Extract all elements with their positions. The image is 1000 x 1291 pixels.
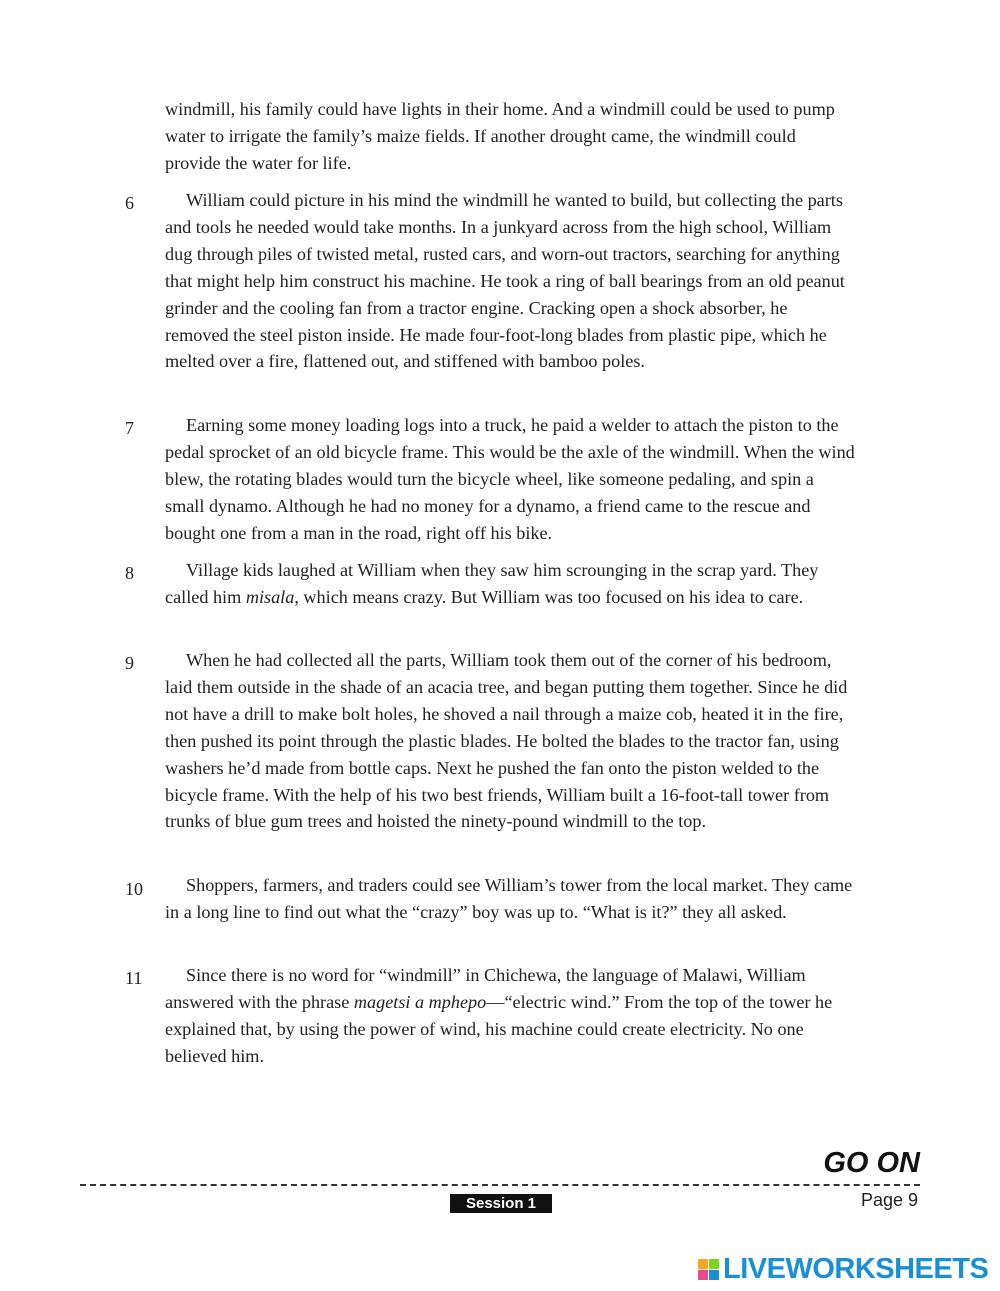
go-on-label: GO ON — [823, 1147, 920, 1179]
paragraph-number-7: 7 — [125, 418, 134, 438]
liveworksheets-logo[interactable] — [698, 1254, 988, 1284]
paragraph-11-italic-term: magetsi a mphepo — [353, 991, 487, 1012]
paragraph-5-continuation: windmill, his family could have lights in their home. And a windmill could be used to pump water to irrigate the family’s maize fields. If another drought came, the windmill could provide the water for life. — [165, 99, 835, 173]
paragraph-11-text-start: Since there is no word for “windmill” in Chichewa, the language of Malawi, William answered with the phrase — [165, 965, 806, 1012]
paragraph-11 — [165, 962, 855, 1070]
paragraph-8 — [165, 557, 855, 611]
logo-wordmark: LIVEWORKSHEETS — [723, 1252, 989, 1285]
dashed-divider — [80, 1184, 920, 1186]
paragraph-9-text: When he had collected all the parts, William took them out of the corner of his bedroom, laid them outside in the shade of an acacia tree, and began putting them together. Since he did not have a drill to make bolt holes, he shoved a nail through a maize cob, heated it in the fire, then pushed its point through the plastic blades. He bolted the blades to the tractor fan, using washers he’d made from bottle caps. Next he pushed the fan onto the piston welded to the bicycle frame. With the help of his two best friends, William built a 16-foot-tall tower from trunks of blue gum trees and hoisted the ninety-pound windmill to the top. — [165, 650, 848, 832]
page-number: Page 9 — [860, 1190, 918, 1210]
paragraph-number-10: 10 — [125, 879, 143, 899]
paragraph-7 — [165, 412, 855, 547]
paragraph-8-text-start: Village kids laughed at William when they saw him scrounging in the scrap yard. They called him — [165, 560, 819, 607]
paragraph-7-text: Earning some money loading logs into a truck, he paid a welder to attach the piston to the pedal sprocket of an old bicycle frame. This would be the axle of the windmill. When the wind blew, the rotating blades would turn the bicycle wheel, like someone pedaling, and spin a small dynamo. Although he had no money for a dynamo, a friend came to the rescue and bought one from a man in the road, right off his bike. — [165, 415, 855, 543]
paragraph-9 — [165, 647, 855, 835]
paragraph-10-text: Shoppers, farmers, and traders could see William’s tower from the local market. They came in a long line to find out what the “crazy” boy was up to. “What is it?” they all asked. — [165, 875, 853, 922]
paragraph-number-8: 8 — [125, 563, 134, 583]
session-badge: Session 1 — [450, 1194, 552, 1213]
paragraph-number-9: 9 — [125, 653, 134, 673]
paragraph-8-italic-term: misala — [245, 586, 295, 607]
paragraph-6 — [165, 187, 855, 375]
paragraph-8-text-end: , which means crazy. But William was too focused on his idea to care. — [294, 586, 804, 607]
logo-grid-icon — [698, 1259, 719, 1280]
paragraph-number-11: 11 — [125, 968, 143, 988]
paragraph-11-text-end: —“electric wind.” From the top of the tower he explained that, by using the power of wind, his machine could create electricity. No one believed him. — [165, 991, 833, 1066]
paragraph-number-6: 6 — [125, 193, 134, 213]
paragraph-6-text: William could picture in his mind the windmill he wanted to build, but collecting the parts and tools he needed would take months. In a junkyard across from the high school, William dug through piles of twisted metal, rusted cars, and worn-out tractors, searching for anything that might help him construct his machine. He took a ring of ball bearings from an old peanut grinder and the cooling fan from a tractor engine. Cracking open a shock absorber, he removed the steel piston inside. He made four-foot-long blades from plastic pipe, which he melted over a fire, flattened out, and stiffened with bamboo poles. — [165, 190, 845, 372]
paragraph-10 — [165, 872, 855, 926]
